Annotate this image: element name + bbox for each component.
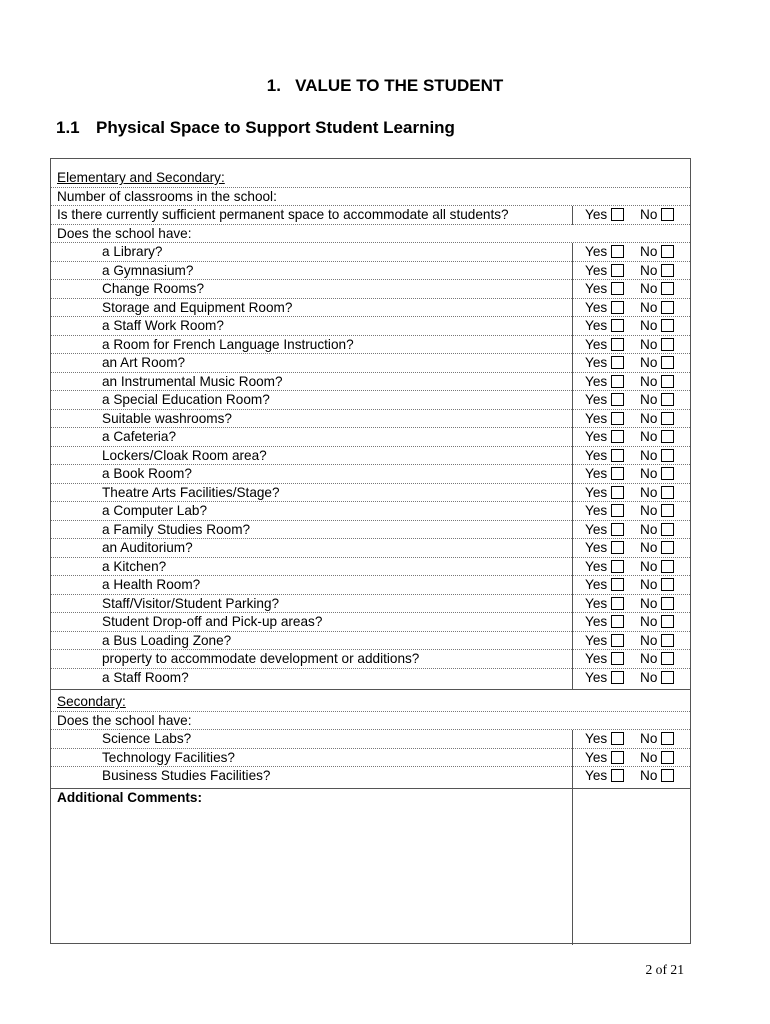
no-checkbox[interactable]: [661, 732, 674, 745]
yes-checkbox[interactable]: [611, 560, 624, 573]
no-option: [640, 465, 674, 483]
no-label: No: [640, 336, 658, 352]
yes-option: [585, 410, 624, 428]
facility-row-a-cafeteria: [51, 428, 690, 447]
yes-checkbox[interactable]: [611, 319, 624, 332]
no-option: [640, 484, 674, 502]
facility-question: an Auditorium?: [102, 540, 193, 555]
yes-checkbox[interactable]: [611, 652, 624, 665]
classrooms-question: Number of classrooms in the school:: [57, 188, 277, 204]
column-divider: [572, 789, 573, 946]
yes-label: Yes: [585, 614, 608, 629]
facility-question: property to accommodate development or additions?: [102, 651, 420, 666]
no-checkbox[interactable]: [661, 208, 674, 221]
no-checkbox[interactable]: [661, 282, 674, 295]
yes-checkbox[interactable]: [611, 282, 624, 295]
yes-option: [585, 650, 624, 668]
secondary-facility-row-science-labs: [51, 730, 690, 749]
yes-checkbox[interactable]: [611, 523, 624, 536]
yes-label: Yes: [585, 299, 608, 315]
section-title: VALUE TO THE STUDENT: [295, 76, 504, 95]
yes-option: [585, 465, 624, 483]
yes-option: [585, 669, 624, 687]
facility-row-an-instrumental-music-room: [51, 373, 690, 392]
no-label: No: [640, 768, 658, 783]
facility-question: Business Studies Facilities?: [102, 768, 271, 783]
checklist-form: [50, 158, 691, 944]
yes-option: [585, 502, 624, 520]
no-label: No: [640, 447, 658, 463]
no-label: No: [640, 540, 658, 555]
yes-option: [585, 447, 624, 465]
yes-label: Yes: [585, 392, 608, 407]
yes-label: Yes: [585, 262, 608, 278]
yes-label: Yes: [585, 503, 608, 518]
section-heading: [0, 76, 770, 96]
yes-checkbox[interactable]: [611, 751, 624, 764]
no-option: [640, 373, 674, 391]
no-checkbox[interactable]: [661, 393, 674, 406]
no-label: No: [640, 632, 658, 648]
no-option: [640, 391, 674, 409]
facility-question: a Staff Work Room?: [102, 318, 224, 333]
no-label: No: [640, 299, 658, 315]
no-label: No: [640, 262, 658, 278]
yes-option: [585, 539, 624, 557]
section-number: 1.: [266, 76, 281, 95]
no-checkbox[interactable]: [661, 412, 674, 425]
no-option: [640, 539, 674, 557]
section-divider: [51, 689, 690, 690]
yes-checkbox[interactable]: [611, 208, 624, 221]
facility-row-student-drop-off-and-pick-up-areas: [51, 613, 690, 632]
no-label: No: [640, 614, 658, 629]
no-checkbox[interactable]: [661, 467, 674, 480]
no-checkbox[interactable]: [661, 671, 674, 684]
facility-row-property-to-accommodate-development-or-additions: [51, 650, 690, 669]
yes-checkbox[interactable]: [611, 301, 624, 314]
no-label: No: [640, 669, 658, 685]
sufficient-space-question: Is there currently sufficient permanent space to accommodate all students?: [57, 207, 509, 222]
yes-option: [585, 521, 624, 539]
yes-label: Yes: [585, 768, 608, 783]
facility-question: Technology Facilities?: [102, 749, 235, 765]
facility-question: a Library?: [102, 244, 163, 259]
no-label: No: [640, 410, 658, 426]
no-label: No: [640, 373, 658, 389]
no-checkbox[interactable]: [661, 751, 674, 764]
yes-label: Yes: [585, 484, 608, 500]
yes-label: Yes: [585, 336, 608, 352]
facility-question: a Health Room?: [102, 577, 201, 592]
secondary-does-have-row: [51, 712, 690, 731]
yes-option: [585, 262, 624, 280]
yes-checkbox[interactable]: [611, 597, 624, 610]
no-option: [640, 428, 674, 446]
no-label: No: [640, 355, 658, 370]
no-checkbox[interactable]: [661, 652, 674, 665]
no-option: [640, 576, 674, 594]
facility-question: a Room for French Language Instruction?: [102, 336, 354, 352]
yes-label: Yes: [585, 207, 608, 222]
facility-row-a-book-room: [51, 465, 690, 484]
classrooms-row: [51, 188, 690, 207]
facility-question: Student Drop-off and Pick-up areas?: [102, 614, 323, 629]
yes-label: Yes: [585, 651, 608, 666]
yes-checkbox[interactable]: [611, 769, 624, 782]
no-option: [640, 613, 674, 631]
yes-checkbox[interactable]: [611, 430, 624, 443]
column-divider: [572, 243, 573, 689]
subsection-heading: [56, 118, 455, 138]
yes-checkbox[interactable]: [611, 338, 624, 351]
facility-row-a-health-room: [51, 576, 690, 595]
comments-label: Additional Comments:: [57, 789, 202, 805]
no-checkbox[interactable]: [661, 769, 674, 782]
no-label: No: [640, 558, 658, 574]
facility-question: an Art Room?: [102, 355, 186, 370]
facility-question: a Book Room?: [102, 466, 192, 481]
facility-question: a Gymnasium?: [102, 262, 194, 278]
sufficient-space-row: [51, 206, 690, 225]
yes-checkbox[interactable]: [611, 356, 624, 369]
no-option: [640, 730, 674, 748]
facility-row-staff-visitor-student-parking: [51, 595, 690, 614]
elementary-title: Elementary and Secondary:: [57, 170, 225, 185]
facility-question: Theatre Arts Facilities/Stage?: [102, 484, 280, 500]
no-option: [640, 650, 674, 668]
facility-question: a Staff Room?: [102, 669, 189, 685]
facility-row-a-room-for-french-language-instruction: [51, 336, 690, 355]
yes-checkbox[interactable]: [611, 541, 624, 554]
facility-question: a Special Education Room?: [102, 392, 270, 407]
facility-row-suitable-washrooms: [51, 410, 690, 429]
no-option: [640, 521, 674, 539]
facility-row-a-kitchen: [51, 558, 690, 577]
facility-row-a-computer-lab: [51, 502, 690, 521]
yes-checkbox[interactable]: [611, 732, 624, 745]
no-checkbox[interactable]: [661, 541, 674, 554]
no-label: No: [640, 429, 658, 444]
yes-option: [585, 613, 624, 631]
yes-checkbox[interactable]: [611, 393, 624, 406]
yes-option: [585, 749, 624, 767]
no-option: [640, 262, 674, 280]
no-option: [640, 410, 674, 428]
yes-label: Yes: [585, 540, 608, 555]
no-checkbox[interactable]: [661, 338, 674, 351]
no-option: [640, 280, 674, 298]
yes-label: Yes: [585, 749, 608, 765]
secondary-title: Secondary:: [57, 694, 126, 709]
yes-checkbox[interactable]: [611, 264, 624, 277]
yes-option: [585, 243, 624, 261]
yes-option: [585, 354, 624, 372]
facility-row-theatre-arts-facilities-stage: [51, 484, 690, 503]
facility-row-storage-and-equipment-room: [51, 299, 690, 318]
facility-question: Storage and Equipment Room?: [102, 299, 293, 315]
facility-row-a-staff-work-room: [51, 317, 690, 336]
no-option: [640, 749, 674, 767]
no-option: [640, 336, 674, 354]
no-option: [640, 632, 674, 650]
no-label: No: [640, 318, 658, 333]
page-number: 2 of 21: [645, 962, 684, 977]
no-label: No: [640, 244, 658, 259]
facility-row-a-gymnasium: [51, 262, 690, 281]
yes-option: [585, 336, 624, 354]
no-checkbox[interactable]: [661, 504, 674, 517]
yes-checkbox[interactable]: [611, 615, 624, 628]
no-checkbox[interactable]: [661, 264, 674, 277]
facility-question: a Computer Lab?: [102, 503, 208, 518]
no-label: No: [640, 392, 658, 407]
facility-row-lockers-cloak-room-area: [51, 447, 690, 466]
yes-option: [585, 206, 624, 224]
yes-checkbox[interactable]: [611, 504, 624, 517]
yes-option: [585, 558, 624, 576]
does-have-label: Does the school have:: [57, 225, 192, 241]
yes-label: Yes: [585, 558, 608, 574]
yes-checkbox[interactable]: [611, 671, 624, 684]
facility-question: an Instrumental Music Room?: [102, 373, 283, 389]
no-option: [640, 299, 674, 317]
yes-option: [585, 595, 624, 613]
facility-question: Science Labs?: [102, 731, 192, 746]
yes-option: [585, 576, 624, 594]
elementary-title-row: [51, 169, 690, 188]
no-label: No: [640, 484, 658, 500]
subsection-title: Physical Space to Support Student Learning: [96, 118, 455, 137]
no-checkbox[interactable]: [661, 634, 674, 647]
no-option: [640, 447, 674, 465]
column-divider: [572, 206, 573, 225]
facility-question: a Bus Loading Zone?: [102, 632, 232, 648]
subsection-number: 1.1: [56, 118, 80, 137]
yes-label: Yes: [585, 429, 608, 444]
facility-question: Staff/Visitor/Student Parking?: [102, 595, 280, 611]
yes-label: Yes: [585, 632, 608, 648]
yes-option: [585, 373, 624, 391]
no-label: No: [640, 651, 658, 666]
secondary-facility-row-business-studies-facilities: [51, 767, 690, 786]
facility-row-a-special-education-room: [51, 391, 690, 410]
yes-option: [585, 428, 624, 446]
no-checkbox[interactable]: [661, 245, 674, 258]
yes-checkbox[interactable]: [611, 467, 624, 480]
no-checkbox[interactable]: [661, 615, 674, 628]
facility-row-an-art-room: [51, 354, 690, 373]
facility-question: a Kitchen?: [102, 558, 167, 574]
no-label: No: [640, 731, 658, 746]
no-label: No: [640, 577, 658, 592]
yes-option: [585, 484, 624, 502]
no-label: No: [640, 281, 658, 296]
yes-checkbox[interactable]: [611, 634, 624, 647]
yes-label: Yes: [585, 521, 608, 537]
no-option: [640, 317, 674, 335]
no-label: No: [640, 595, 658, 611]
facility-question: Change Rooms?: [102, 281, 205, 296]
yes-checkbox[interactable]: [611, 486, 624, 499]
column-divider: [572, 730, 573, 788]
no-option: [640, 558, 674, 576]
no-option: [640, 595, 674, 613]
yes-label: Yes: [585, 244, 608, 259]
yes-label: Yes: [585, 466, 608, 481]
facility-question: a Cafeteria?: [102, 429, 177, 444]
yes-option: [585, 317, 624, 335]
yes-label: Yes: [585, 731, 608, 746]
no-label: No: [640, 749, 658, 765]
facility-row-an-auditorium: [51, 539, 690, 558]
yes-checkbox[interactable]: [611, 245, 624, 258]
yes-option: [585, 280, 624, 298]
comments-row: [51, 789, 690, 808]
facility-row-a-staff-room: [51, 669, 690, 688]
no-option: [640, 767, 674, 785]
yes-label: Yes: [585, 577, 608, 592]
yes-checkbox[interactable]: [611, 578, 624, 591]
yes-option: [585, 767, 624, 785]
no-label: No: [640, 207, 658, 222]
no-option: [640, 206, 674, 224]
yes-label: Yes: [585, 318, 608, 333]
no-checkbox[interactable]: [661, 319, 674, 332]
yes-option: [585, 299, 624, 317]
yes-checkbox[interactable]: [611, 412, 624, 425]
yes-label: Yes: [585, 373, 608, 389]
yes-option: [585, 632, 624, 650]
yes-label: Yes: [585, 447, 608, 463]
no-checkbox[interactable]: [661, 560, 674, 573]
facility-question: Suitable washrooms?: [102, 410, 232, 426]
yes-option: [585, 391, 624, 409]
secondary-facility-row-technology-facilities: [51, 749, 690, 768]
no-checkbox[interactable]: [661, 597, 674, 610]
facility-row-a-bus-loading-zone: [51, 632, 690, 651]
facility-question: a Family Studies Room?: [102, 521, 251, 537]
no-checkbox[interactable]: [661, 523, 674, 536]
no-option: [640, 669, 674, 687]
facility-row-a-library: [51, 243, 690, 262]
yes-checkbox[interactable]: [611, 449, 624, 462]
no-label: No: [640, 521, 658, 537]
yes-label: Yes: [585, 410, 608, 426]
no-checkbox[interactable]: [661, 486, 674, 499]
no-option: [640, 502, 674, 520]
yes-label: Yes: [585, 281, 608, 296]
yes-label: Yes: [585, 595, 608, 611]
no-checkbox[interactable]: [661, 449, 674, 462]
yes-option: [585, 730, 624, 748]
does-have-row: [51, 225, 690, 244]
no-label: No: [640, 466, 658, 481]
yes-label: Yes: [585, 669, 608, 685]
does-have-label: Does the school have:: [57, 712, 192, 728]
no-checkbox[interactable]: [661, 430, 674, 443]
no-checkbox[interactable]: [661, 356, 674, 369]
yes-checkbox[interactable]: [611, 375, 624, 388]
no-label: No: [640, 503, 658, 518]
yes-label: Yes: [585, 355, 608, 370]
no-checkbox[interactable]: [661, 301, 674, 314]
no-option: [640, 243, 674, 261]
facility-question: Lockers/Cloak Room area?: [102, 447, 267, 463]
secondary-title-row: [51, 693, 690, 712]
no-option: [640, 354, 674, 372]
facility-row-a-family-studies-room: [51, 521, 690, 540]
facility-row-change-rooms: [51, 280, 690, 299]
no-checkbox[interactable]: [661, 578, 674, 591]
no-checkbox[interactable]: [661, 375, 674, 388]
